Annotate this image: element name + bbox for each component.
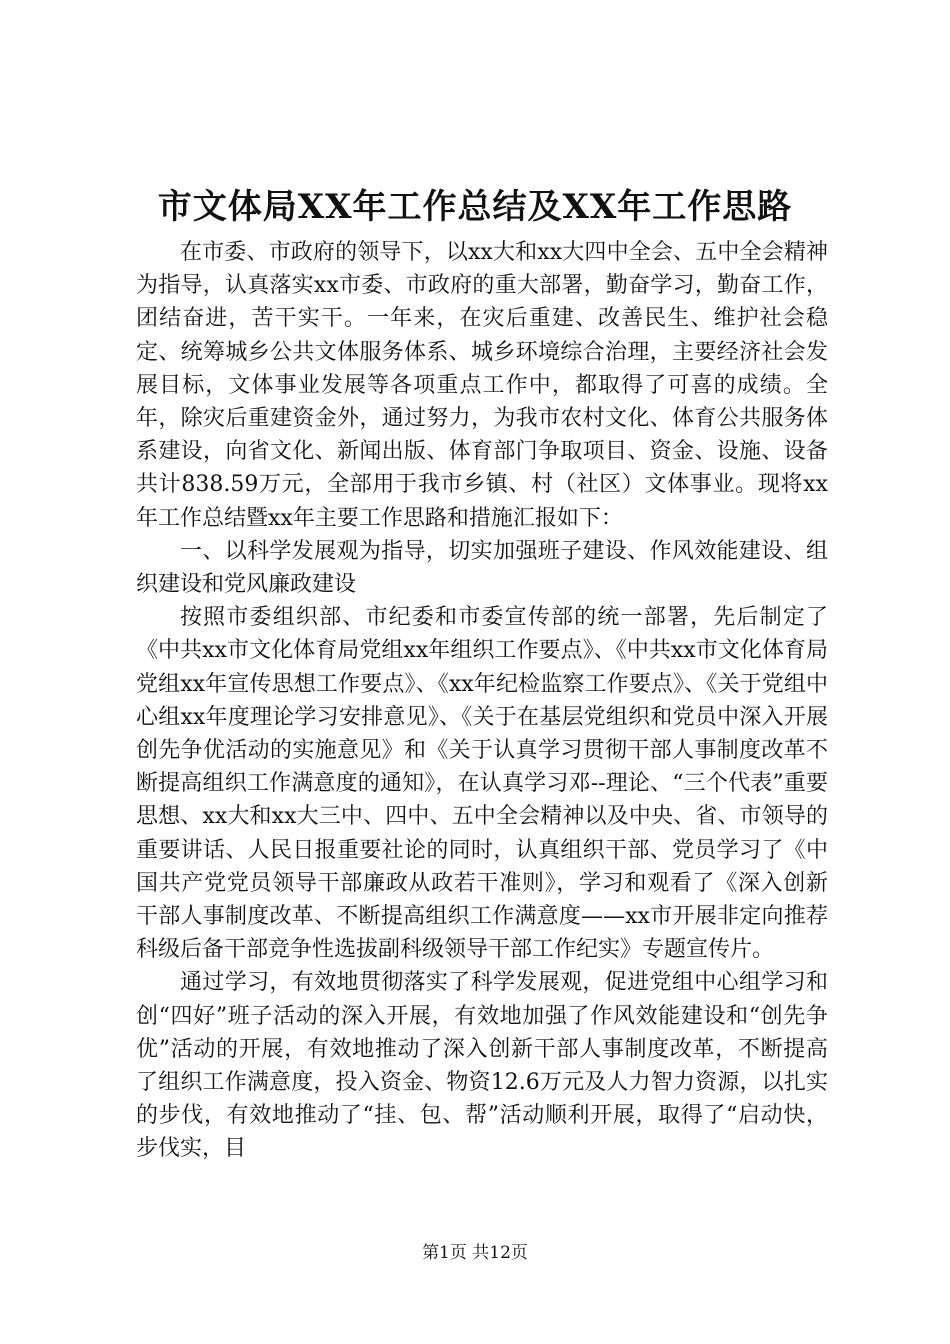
paragraph-intro: 在市委、市政府的领导下，以xx大和xx大四中全会、五中全会精神为指导，认真落实xx市委、市政府的重大部署，勤奋学习，勤奋工作，团结奋进，苦干实干。一年来，在灾后重建、改善民生、维护社会稳定、统筹城乡公共文体服务体系、城乡环境综合治理，主要经济社会发展目标，文体事业发展等各项重点工作中，都取得了可喜的成绩。全年，除灾后重建资金外，通过努力，为我市农村文化、体育公共服务体系建设，向省文化、新闻出版、体育部门争取项目、资金、设施、设备共计838.59万元，全部用于我市乡镇、村（社区）文体事业。现将xx年工作总结暨xx年主要工作思路和措施汇报如下： <box>136 240 828 531</box>
section-heading-1: 一、以科学发展观为指导，切实加强班子建设、作风效能建设、组织建设和党风廉政建设 <box>136 538 828 598</box>
document-title: 市文体局XX年工作总结及XX年工作思路 <box>157 187 793 227</box>
document-body <box>136 236 828 1166</box>
paragraph-study-plan: 按照市委组织部、市纪委和市委宣传部的统一部署，先后制定了《中共xx市文化体育局党组xx年组织工作要点》、《中共xx市文化体育局党组xx年宣传思想工作要点》、《xx年纪检监察工作要点》、《关于党组中心组xx年度理论学习安排意见》、《关于在基层党组织和党员中深入开展创先争优活动的实施意见》和《关于认真学习贯彻干部人事制度改革不断提高组织工作满意度的通知》，在认真学习邓--理论、“三个代表”重要思想、xx大和xx大三中、四中、五中全会精神以及中央、省、市领导的重要讲话、人民日报重要社论的同时，认真组织干部、党员学习了《中国共产党党员领导干部廉政从政若干准则》，学习和观看了《深入创新干部人事制度改革、不断提高组织工作满意度——xx市开展非定向推荐科级后备干部竞争性选拔副科级领导干部工作纪实》专题宣传片。 <box>136 605 828 963</box>
page-footer: 第1页 共12页 <box>422 1243 528 1263</box>
paragraph-study-results: 通过学习，有效地贯彻落实了科学发展观，促进党组中心组学习和创“四好”班子活动的深入开展，有效地加强了作风效能建设和“创先争优”活动的开展，有效地推动了深入创新干部人事制度改革，不断提高了组织工作满意度，投入资金、物资12.6万元及人力智力资源，以扎实的步伐，有效地推动了“挂、包、帮”活动顺利开展，取得了“启动快，步伐实，目 <box>136 970 828 1162</box>
